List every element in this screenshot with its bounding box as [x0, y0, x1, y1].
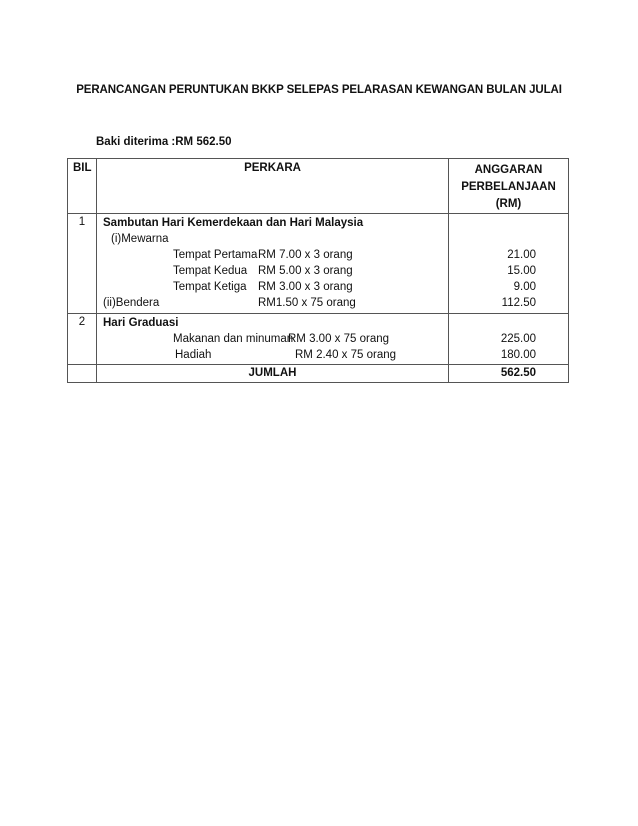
document-title: PERANCANGAN PERUNTUKAN BKKP SELEPAS PELARASAN KEWANGAN BULAN JULAI: [76, 84, 562, 96]
row1-item1-label: Tempat Pertama: [173, 249, 258, 261]
row1-item1-calc: RM 7.00 x 3 orang: [258, 249, 353, 261]
row2-bil: 2: [68, 314, 97, 365]
row2-item2-amount: 180.00: [500, 349, 536, 361]
header-bil: BIL: [68, 159, 97, 214]
balance-received: Baki diterima :RM 562.50: [96, 136, 232, 148]
row2-item2: [103, 347, 448, 363]
row2-item1: [103, 331, 448, 347]
row1-amounts: [449, 214, 569, 314]
row2-item1-calc: RM 3.00 x 75 orang: [288, 333, 390, 345]
table-header-row: [68, 159, 569, 214]
total-row: [68, 365, 569, 383]
row1-sub2-calc: RM1.50 x 75 orang: [258, 297, 356, 309]
total-bil-empty: [68, 365, 97, 383]
row1-heading: Sambutan Hari Kemerdekaan dan Hari Malaysia: [103, 217, 364, 229]
row1-item2-calc: RM 5.00 x 3 orang: [258, 265, 353, 277]
header-anggaran-line2: PERBELANJAAN (RM): [461, 181, 556, 210]
row1-item2: [103, 263, 448, 279]
row1-item3-amount: 9.00: [513, 281, 536, 293]
total-amount: 562.50: [449, 365, 569, 383]
row1-item1: [103, 247, 448, 263]
row2-item2-label: Hadiah: [175, 349, 212, 361]
table-row: [68, 214, 569, 314]
table-row: [68, 314, 569, 365]
row2-item1-amount: 225.00: [500, 333, 536, 345]
row2-item1-label: Makanan dan minuman: [173, 333, 294, 345]
row2-perkara: [97, 314, 449, 365]
budget-table: [67, 158, 569, 383]
row1-item1-amount: 21.00: [507, 249, 536, 261]
row1-item2-label: Tempat Kedua: [173, 265, 248, 277]
row2-amounts: [449, 314, 569, 365]
row1-item3-calc: RM 3.00 x 3 orang: [258, 281, 353, 293]
row2-heading: Hari Graduasi: [103, 317, 179, 329]
row1-sub1: (i)Mewarna: [111, 233, 169, 245]
header-perkara: PERKARA: [97, 159, 449, 214]
total-label: JUMLAH: [97, 365, 449, 383]
row2-item2-calc: RM 2.40 x 75 orang: [295, 349, 397, 361]
row1-bil: 1: [68, 214, 97, 314]
header-anggaran: [449, 159, 569, 214]
row1-item3: [103, 279, 448, 295]
row1-item2-amount: 15.00: [507, 265, 536, 277]
row1-sub2: [103, 295, 448, 311]
row1-sub2-label: (ii)Bendera: [103, 297, 160, 309]
row1-item3-label: Tempat Ketiga: [173, 281, 247, 293]
row1-sub2-amount: 112.50: [501, 297, 536, 309]
row1-perkara: [97, 214, 449, 314]
header-anggaran-line1: ANGGARAN: [474, 164, 543, 176]
